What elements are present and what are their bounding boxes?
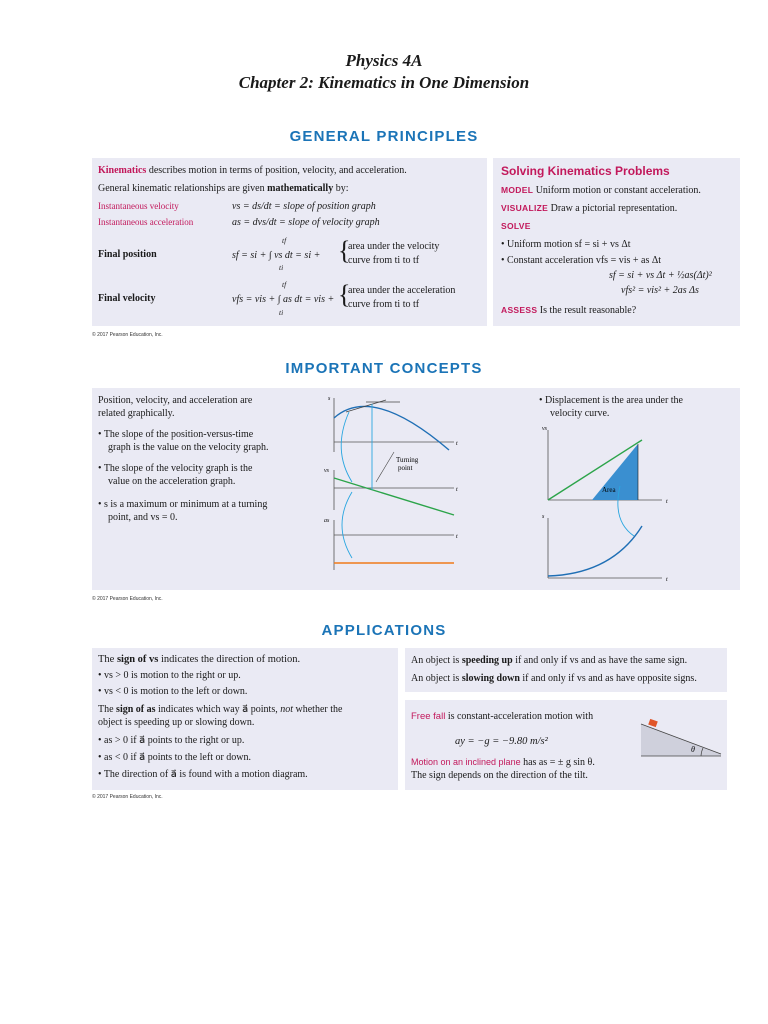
graph-t-label-2: t: [456, 487, 458, 493]
incline-line: Motion on an inclined plane has as = ± g sin θ.: [411, 757, 595, 768]
velocity-squared-eq: vfs² = vis² + 2as Δs: [621, 285, 699, 296]
graph-t-label-1: t: [456, 441, 458, 447]
final-velocity-brace-1: area under the acceleration: [348, 285, 456, 296]
right-t-label-2: t: [666, 577, 668, 583]
concept-bullet-3b: point, and vs = 0.: [108, 512, 178, 523]
concepts-panel: [92, 388, 740, 590]
final-velocity-brace-2: curve from ti to tf: [348, 299, 420, 310]
displacement-1: • Displacement is the area under the: [539, 395, 683, 406]
kinematics-definition: Kinematics describes motion in terms of position, velocity, and acceleration.: [98, 165, 407, 176]
vs-negative: • vs < 0 is motion to the left or down.: [98, 686, 248, 697]
graph-as-label: as: [324, 518, 330, 524]
free-fall-eq: ay = −g = −9.80 m/s²: [455, 736, 548, 747]
solve-label: SOLVE: [501, 221, 531, 231]
visualize-row: VISUALIZE Draw a pictorial representation.: [501, 203, 678, 214]
turning-label-2: point: [398, 464, 413, 472]
graph-vs-label: vs: [324, 468, 329, 474]
displacement-2: velocity curve.: [550, 408, 610, 419]
position-curve: [334, 406, 449, 450]
inst-velocity-eq: vs = ds/dt = slope of position graph: [232, 201, 376, 212]
incline-diagram: [637, 714, 725, 762]
concept-intro-1: Position, velocity, and acceleration are: [98, 395, 253, 406]
final-position-brace-1: area under the velocity: [348, 241, 440, 252]
right-vs-label: vs: [542, 426, 547, 432]
model-row: MODEL Uniform motion or constant acceleration.: [501, 185, 701, 196]
general-panel: [92, 158, 487, 326]
uniform-motion-eq: • Uniform motion sf = si + vs Δt: [501, 239, 631, 250]
slowing-down-line: An object is slowing down if and only if vs and as have opposite signs.: [411, 673, 697, 684]
vs-positive: • vs > 0 is motion to the right or up.: [98, 670, 241, 681]
page-title-line1: Physics 4A: [345, 51, 423, 70]
sign-as-line-2: object is speeding up or slowing down.: [98, 717, 255, 728]
solving-title: Solving Kinematics Problems: [501, 164, 670, 178]
page-title-line2: Chapter 2: Kinematics in One Dimension: [238, 73, 530, 92]
speed-panel: [405, 648, 727, 692]
copyright-3: © 2017 Pearson Education, Inc.: [92, 794, 163, 800]
as-positive: • as > 0 if a⃗ points to the right or up.: [98, 735, 245, 746]
a-direction: • The direction of a⃗ is found with a motion diagram.: [98, 769, 308, 780]
final-position-brace-2: curve from ti to tf: [348, 255, 420, 266]
sign-vs-line: The sign of vs indicates the direction of motion.: [98, 654, 301, 665]
brace-left: {: [338, 236, 351, 265]
arrow-v-to-a: [342, 492, 352, 558]
area-label: Area: [602, 486, 616, 494]
inst-velocity-label: Instantaneous velocity: [98, 201, 179, 211]
arrow-s-to-v: [341, 412, 352, 482]
inst-acceleration-eq: as = dvs/dt = slope of velocity graph: [232, 217, 380, 228]
concept-intro-2: related graphically.: [98, 408, 175, 419]
right-t-label-1: t: [666, 499, 668, 505]
final-velocity-eq: vfs = vis + ∫ as dt = vis +: [232, 294, 335, 305]
incline-sign-line: The sign depends on the direction of the tilt.: [411, 770, 588, 781]
concept-bullet-1b: graph is the value on the velocity graph.: [108, 442, 269, 453]
concept-bullet-3a: • s is a maximum or minimum at a turning: [98, 499, 268, 510]
copyright-1: © 2017 Pearson Education, Inc.: [92, 332, 163, 338]
concept-bullet-2b: value on the acceleration graph.: [108, 476, 236, 487]
position-curve-right: [548, 526, 642, 576]
assess-row: ASSESS Is the result reasonable?: [501, 305, 637, 316]
velocity-line: [334, 478, 454, 515]
section-heading-applications: APPLICATIONS: [321, 622, 447, 639]
integral-top-limit: tf: [282, 236, 287, 245]
graph-t-label-3: t: [456, 534, 458, 540]
speeding-up-line: An object is speeding up if and only if vs and as have the same sign.: [411, 655, 688, 666]
displacement-diagram: [542, 426, 722, 586]
right-s-label: s: [542, 514, 545, 520]
turning-label-1: Turning: [396, 456, 419, 464]
motion-graphs-diagram: [324, 390, 564, 588]
final-velocity-label: Final velocity: [98, 293, 156, 304]
copyright-2: © 2017 Pearson Education, Inc.: [92, 596, 163, 602]
brace-left-2: {: [338, 280, 351, 309]
position-eq: sf = si + vs Δt + ½as(Δt)²: [609, 270, 712, 281]
final-position-eq: sf = si + ∫ vs dt = si +: [232, 250, 321, 261]
freefall-panel: [405, 700, 727, 790]
concept-bullet-1a: • The slope of the position-versus-time: [98, 429, 254, 440]
sign-as-line: The sign of as indicates which way a⃗ points, not whether the: [98, 704, 343, 715]
general-relations: General kinematic relationships are given mathematically by:: [98, 183, 349, 194]
constant-acc-eq: • Constant acceleration vfs = vis + as Δt: [501, 255, 662, 266]
inst-acceleration-label: Instantaneous acceleration: [98, 217, 194, 227]
concept-bullet-2a: • The slope of the velocity graph is the: [98, 463, 253, 474]
graph-s-label: s: [328, 396, 331, 402]
section-heading-concepts: IMPORTANT CONCEPTS: [285, 360, 483, 377]
turning-pointer: [376, 452, 394, 482]
as-negative: • as < 0 if a⃗ points to the left or down.: [98, 752, 252, 763]
free-fall-line: Free fall is constant-acceleration motion with: [411, 711, 594, 722]
integral-bottom-limit-2: ti: [279, 308, 284, 317]
theta-label: θ: [691, 745, 695, 754]
sign-panel: [92, 648, 398, 790]
block-on-incline: [648, 719, 658, 727]
integral-bottom-limit: ti: [279, 263, 284, 272]
section-heading-general: GENERAL PRINCIPLES: [289, 128, 479, 145]
final-position-label: Final position: [98, 249, 157, 260]
integral-top-limit-2: tf: [282, 280, 287, 289]
solving-panel: [493, 158, 740, 326]
